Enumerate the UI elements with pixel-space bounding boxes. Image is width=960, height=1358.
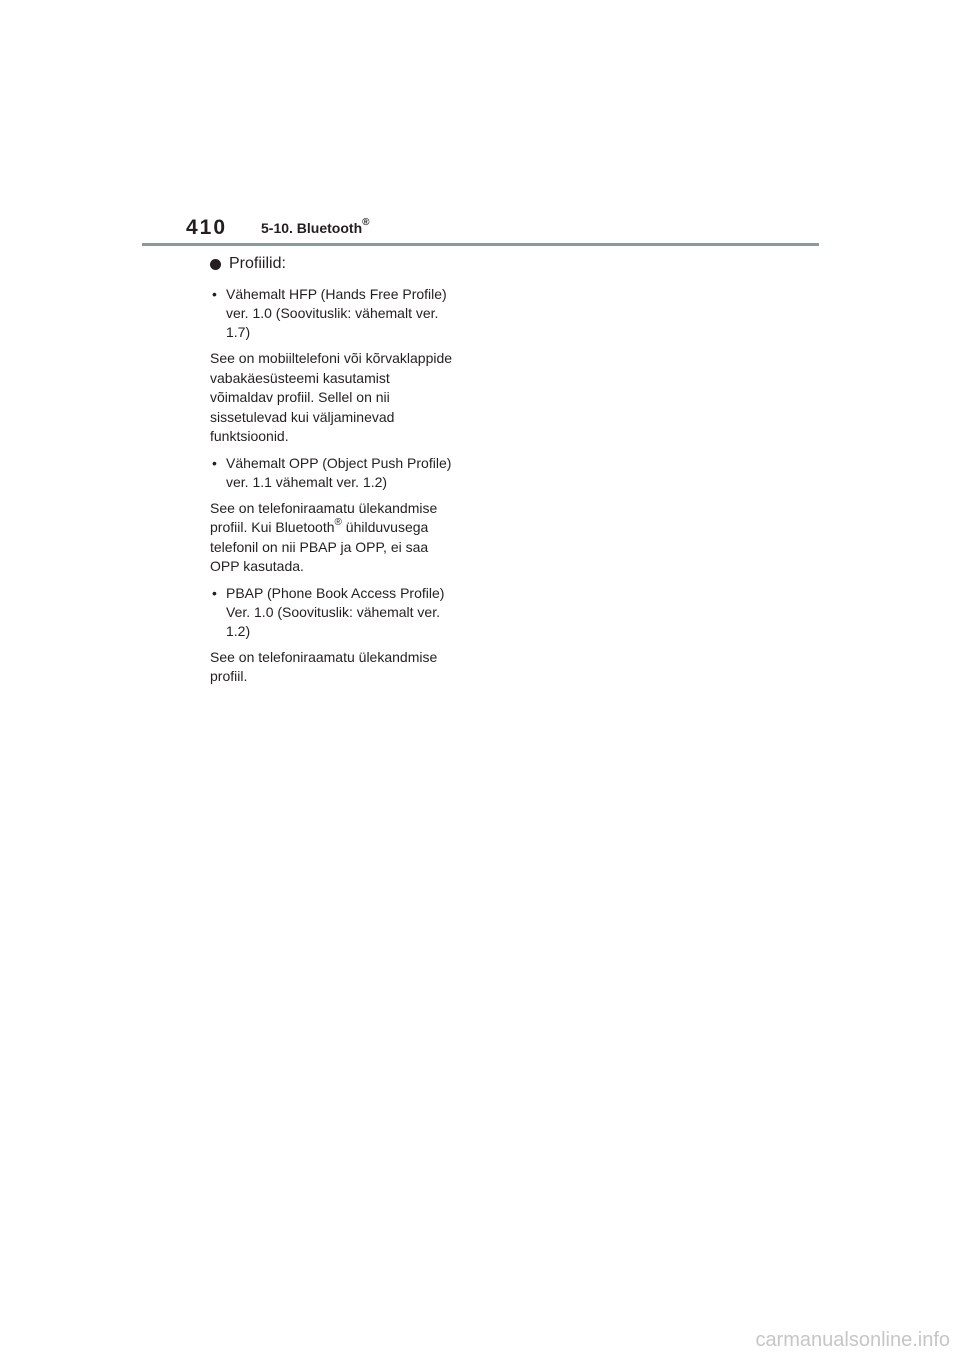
text-line: ver. 1.1 vähemalt ver. 1.2)	[226, 473, 388, 490]
text-line: 1.7)	[226, 324, 251, 340]
round-bullet-icon	[210, 259, 221, 270]
text-line	[210, 518, 470, 538]
main-content	[210, 252, 470, 694]
section-title	[261, 218, 370, 238]
paragraph-opp	[210, 499, 470, 577]
list-item-pbap	[210, 584, 470, 641]
page-number: 410	[186, 216, 228, 239]
text-line: See on mobiiltelefoni või kõrvaklappide	[210, 350, 453, 366]
text-line: telefonil on nii PBAP ja OPP, ei saa	[210, 538, 429, 555]
text-fragment: ühilduvusega	[341, 519, 429, 535]
paragraph-hfp	[210, 349, 470, 447]
header-rule	[142, 243, 819, 246]
text-fragment: profiil. Kui Bluetooth	[210, 519, 335, 535]
text-line: 1.2)	[226, 622, 251, 639]
text-line: ver. 1.0 (Soovituslik: vähemalt ver.	[226, 305, 439, 321]
heading-text: Profiilid:	[229, 255, 286, 272]
text-line: See on telefoniraamatu ülekandmise	[210, 499, 438, 516]
list-bullet: •	[212, 584, 217, 601]
text-line: vabakäesüsteemi kasutamist	[210, 369, 390, 386]
registered-mark: ®	[334, 517, 342, 529]
list-bullet: •	[212, 454, 217, 471]
paragraph-pbap	[210, 648, 470, 687]
text-line: OPP kasutada.	[210, 558, 304, 574]
text-line: PBAP (Phone Book Access Profile)	[226, 584, 445, 601]
text-line: funktsioonid.	[210, 428, 289, 444]
text-line: sissetulevad kui väljaminevad	[210, 408, 395, 425]
text-line: Ver. 1.0 (Soovituslik: vähemalt ver.	[226, 603, 440, 620]
watermark: carmanualsonline.info	[755, 1329, 950, 1351]
text-line: võimaldav profiil. Sellel on nii	[210, 389, 390, 405]
section-heading	[210, 252, 470, 276]
list-item-hfp	[210, 285, 470, 342]
list-item-opp	[210, 454, 470, 492]
text-line: Vähemalt OPP (Object Push Profile)	[226, 454, 452, 471]
list-bullet: •	[212, 286, 217, 302]
registered-mark: ®	[362, 217, 370, 229]
text-line: profiil.	[210, 668, 248, 684]
section-title-text: 5-10. Bluetooth	[261, 220, 363, 236]
text-line: See on telefoniraamatu ülekandmise	[210, 648, 438, 665]
text-line: Vähemalt HFP (Hands Free Profile)	[226, 286, 447, 302]
